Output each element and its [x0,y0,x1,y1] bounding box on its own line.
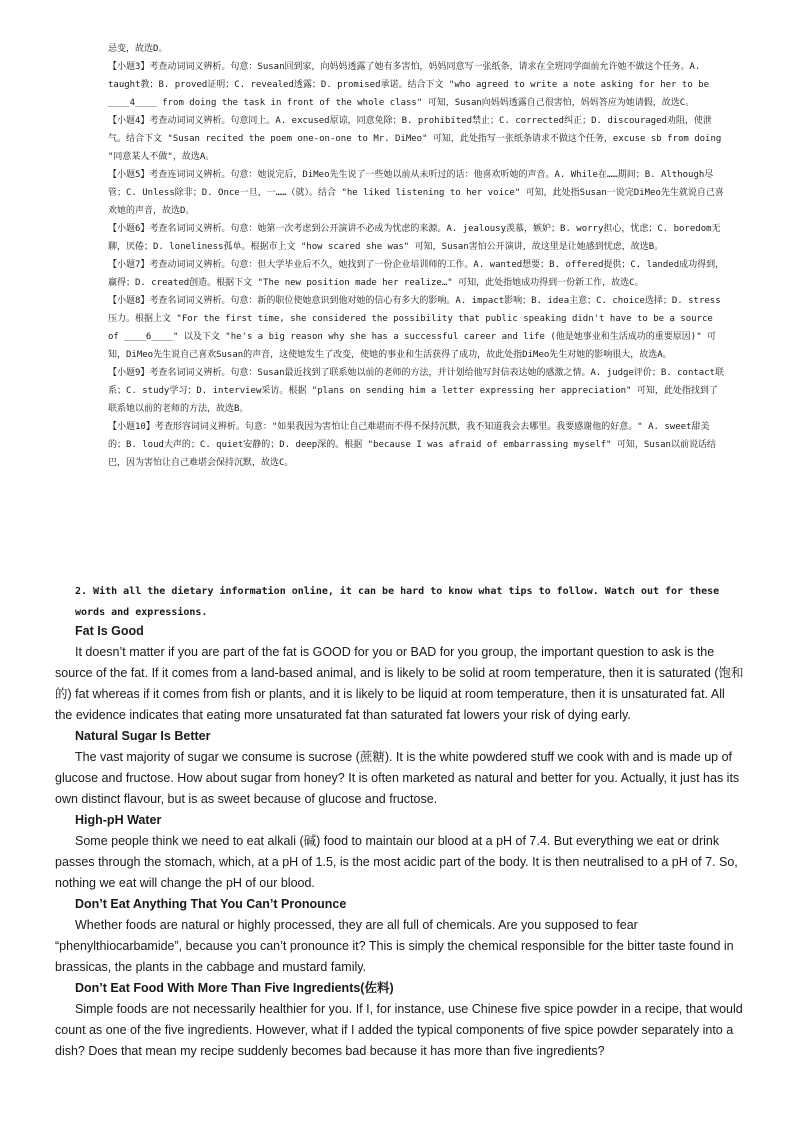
explanation-paragraph: 【小题5】考查连词词义辨析。句意：她说完后，DiMeo先生说了一些她以前从未听过的话：他喜欢听她的声音。A. While在……期间；B. Although尽管；C. Unless除非；D. Once一旦，一……（就）。结合 "he liked listening to her voice" 可知，此处指Susan一说完DiMeo先生就说自己喜欢她的声音，故选D。 [108,170,724,216]
reading-passage [55,621,745,1062]
answer-explanations [108,40,726,472]
section-heading: Natural Sugar Is Better [75,729,211,743]
explanation-paragraph: 【小题7】考查动词词义辨析。句意：但大学毕业后不久，她找到了一份企业培训师的工作。A. wanted想要；B. offered提供；C. landed成功得到，赢得；D. created创造。根据下文 "The new position made her realize…" 可知，此处指她成功得到一份新工作，故选C。 [108,260,725,288]
explanation-paragraph: 【小题10】考查形容词词义辨析。句意："如果我因为害怕让自己难堪而不得不保持沉默，我不知道我会去哪里。我要感谢他的好意。" A. sweet甜美的；B. loud大声的；C. quiet安静的；D. deep深的。根据 "because I was afraid of embarrassing myself" 可知，Susan以前说话结巴，因为害怕让自己难堪会保持沉默，故选C。 [108,422,716,468]
section-heading: Don’t Eat Anything That You Can’t Pronounce [75,897,347,911]
section-body: It doesn’t matter if you are part of the fat is GOOD for you or BAD for you group, the important question to ask is the source of the fat. If it comes from a land-based animal, and is likely to be solid at room temperature, then it is saturated (饱和的) fat whereas if it comes from fish or plants, and it is likely to be liquid at room temperature, then it is unsaturated fat. All the evidence indicates that eating more unsaturated fat than saturated fat lowers your risk of dying early. [55,645,744,722]
explanation-paragraph: 【小题9】考查名词词义辨析。句意：Susan最近找到了联系她以前的老师的方法，并计划给他写封信表达她的感激之情。A. judge评价；B. contact联系；C. study学习；D. interview采访。根据 "plans on sending him a letter expressing her appreciation" 可知，此处指找到了联系她以前的老师的方法，故选B。 [108,368,725,414]
question-intro-text: 2. With all the dietary information online, it can be hard to know what tips to follow. Watch out for these words and expressions. [75,586,720,618]
explanation-paragraph: 【小题3】考查动词词义辨析。句意：Susan回到家，向妈妈透露了她有多害怕，妈妈同意写一张纸条，请求在全班同学面前允许她不做这个任务。A. taught教；B. proved证明；C. revealed透露；D. promised承诺。结合下文 "who agreed to write a note asking for her to be ____4____ from doing the task in front of the whole class" 可知，Susan向妈妈透露自己很害怕，妈妈答应为她请假，故选C。 [108,62,709,108]
question-intro [55,581,745,623]
section-heading: Fat Is Good [75,624,144,638]
explanation-paragraph: 【小题4】考查动词词义辨析。句意同上。A. excused原谅，同意免除；B. prohibited禁止；C. corrected纠正；D. discouraged劝阻，使泄气。结合下文 "Susan recited the poem one-on-one to Mr. DiMeo" 可知，此处指写一张纸条请求不做这个任务，excuse sb from doing "同意某人不做"，故选A。 [108,116,722,162]
section-body: Some people think we need to eat alkali (碱) food to maintain our blood at a pH of 7.4. But everything we eat or drink passes through the stomach, which, at a pH of 1.5, is the most acidic part of the body. It is then neutralised to a pH of 7. So, nothing we eat will change the pH of our blood. [55,834,738,890]
explanation-paragraph: 忌变，故选D。 [108,44,168,54]
explanation-paragraph: 【小题8】考查名词词义辨析。句意：新的职位使她意识到他对她的信心有多大的影响。A. impact影响；B. idea主意；C. choice选择；D. stress压力。根据上文 "For the first time, she considered the possibility that public speaking didn't have to be a source of ____6____" 以及下文 "he's a big reason why she has a successful career and life (他是她事业和生活成功的重要原因)" 可知，DiMeo先生说自己喜欢Susan的声音，这使她发生了改变，使她的事业和生活获得了成功，故此处指DiMeo先生对她的影响很大，故选A。 [108,296,721,360]
section-body: Whether foods are natural or highly processed, they are all full of chemicals. Are you supposed to fear “phenylthiocarbamide”, because you can’t pronounce it? This is simply the chemical responsible for the bitter taste found in brassicas, the plants in the cabbage and mustard family. [55,918,734,974]
section-heading: Don’t Eat Food With More Than Five Ingredients(佐料) [75,981,394,995]
section-body: Simple foods are not necessarily healthier for you. If I, for instance, use Chinese five spice powder in a recipe, that would count as one of the five ingredients. However, what if I added the typical components of five spice powder separately into a dish? Does that mean my recipe suddenly becomes bad because it has more than five ingredients? [55,1002,743,1058]
section-heading: High-pH Water [75,813,162,827]
explanation-paragraph: 【小题6】考查名词词义辨析。句意：她第一次考虑到公开演讲不必成为忧虑的来源。A. jealousy羡慕，嫉妒；B. worry担心，忧虑；C. boredom无聊，厌倦；D. loneliness孤单。根据市上文 "how scared she was" 可知，Susan害怕公开演讲，故这里是让她感到忧虑，故选B。 [108,224,721,252]
section-body: The vast majority of sugar we consume is sucrose (蔗糖). It is the white powdered stuff we cook with and is made up of glucose and fructose. How about sugar from honey? It is often marketed as natural and better for you. Actually, it just has its own distinct flavour, but is as sweet because of glucose and fructose. [55,750,740,806]
